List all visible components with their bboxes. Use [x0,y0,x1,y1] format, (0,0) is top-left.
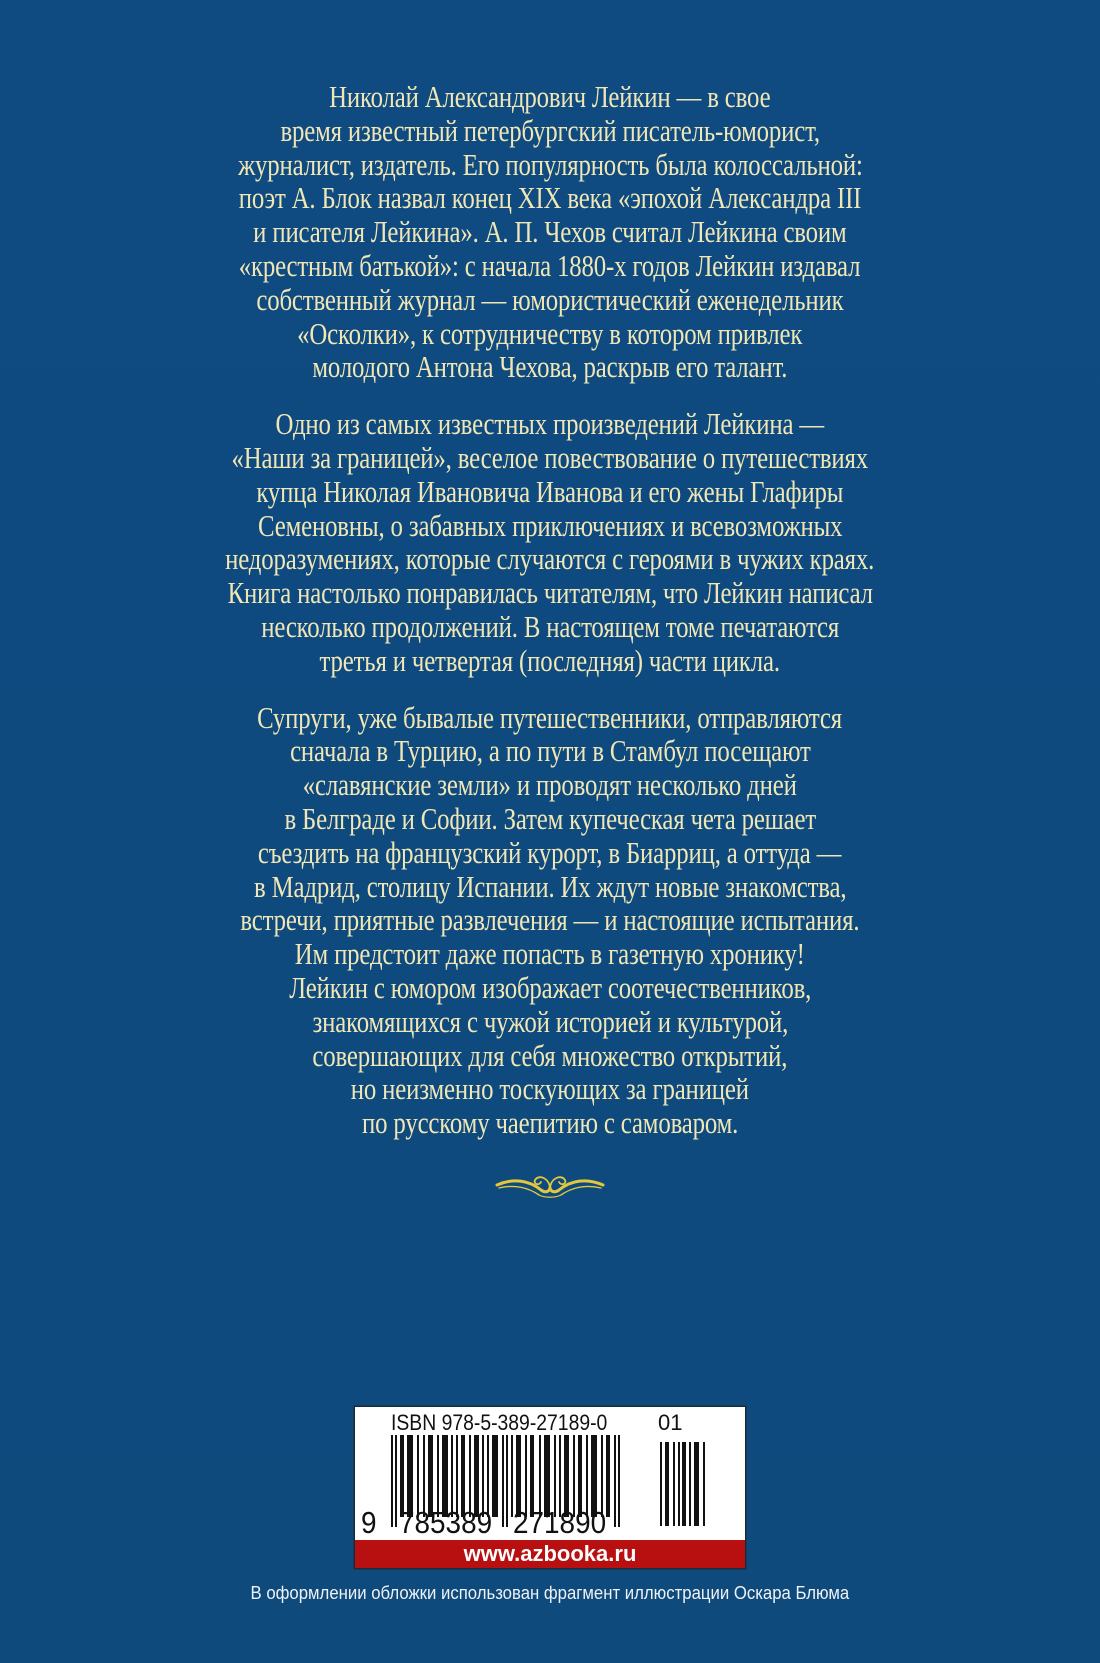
text-line-content: поэт А. Блок назвал конец XIX века «эпохой Александра III [238,180,862,216]
isbn-barcode [355,1407,745,1568]
blurb-text [0,80,1100,1163]
text-line-content: журналист, издатель. Его популярность была колоссальной: [237,146,863,182]
blurb-paragraph-3 [0,701,1100,1140]
text-line-content: съездить на французский курорт, в Биарриц, а оттуда — [258,834,842,870]
text-line-content: время известный петербургский писатель-юморист, [280,112,820,148]
text-line [0,701,1100,735]
text-line [0,1072,1100,1106]
text-line-content: «Осколки», к сотрудничеству в котором привлек [297,315,803,351]
text-line-content: молодого Антона Чехова, раскрыв его талант. [312,349,788,385]
text-line-content: Лейкин с юмором изображает соотечественников, [289,969,811,1005]
text-line [0,475,1100,509]
text-line [0,836,1100,870]
text-line-content: «Наши за границей», веселое повествование о путешествиях [231,439,869,475]
text-line-content: третья и четвертая (последняя) части цикла. [319,642,781,678]
text-line-content: Семеновны, о забавных приключениях и всевозможных [257,507,843,543]
text-line [0,734,1100,768]
text-line [0,283,1100,317]
text-line-content: и писателя Лейкина». А. П. Чехов считал Лейкина своим [253,214,847,250]
text-line-content: Книга настолько понравилась читателям, что Лейкин написал [227,575,873,611]
text-line [0,215,1100,249]
barcode-digit-group-1: 785389 [399,1505,493,1540]
flourish-ornament-icon [495,1168,605,1200]
text-line [0,802,1100,836]
text-line-content: Николай Александрович Лейкин — в свое [329,79,771,114]
illustration-credit-text: В оформлении обложки использован фрагмент иллюстрации Оскара Блюма [250,1583,850,1603]
text-line [0,148,1100,182]
text-line-content: «славянские земли» и проводят несколько дней [303,767,797,803]
text-line [0,542,1100,576]
text-line [0,610,1100,644]
text-line-content: недоразумениях, которые случаются с героями в чужих краях. [225,541,875,577]
text-line [0,768,1100,802]
text-line-content: в Мадрид, столицу Испании. Их ждут новые знакомства, [253,868,847,904]
blurb-paragraph-1 [0,80,1100,384]
text-line [0,1005,1100,1039]
text-line [0,114,1100,148]
text-line [0,937,1100,971]
text-line [0,644,1100,678]
text-line-content: совершающих для себя множество открытий, [312,1037,788,1073]
blurb-paragraph-2 [0,407,1100,677]
text-line [0,441,1100,475]
publisher-website: www.azbooka.ru [355,1540,745,1568]
text-line-content: Супруги, уже бывалые путешественники, отправляются [257,699,843,735]
text-line-content: в Белграде и Софии. Затем купеческая чета решает [284,800,816,836]
text-line-content: купца Николая Ивановича Иванова и его жены Глафиры [256,473,844,509]
barcode-digit-first: 9 [361,1505,377,1540]
text-line [0,181,1100,215]
text-line [0,80,1100,114]
text-line-content: по русскому чаепитию с самоваром. [361,1105,739,1141]
text-line-content: Одно из самых известных произведений Лейкина — [275,406,825,442]
text-line [0,576,1100,610]
text-line-content: сначала в Турцию, а по пути в Стамбул посещают [289,733,811,769]
text-line-content: но неизменно тоскующих за границей [350,1071,750,1107]
text-line [0,509,1100,543]
text-line-content: знакомящихся с чужой историей и культурой, [312,1003,788,1039]
text-line [0,1039,1100,1073]
text-line [0,1106,1100,1140]
text-line-content: несколько продолжений. В настоящем томе печатаются [261,608,839,644]
text-line-content: собственный журнал — юмористический еженедельник [256,281,844,317]
text-line [0,350,1100,384]
illustration-credit [0,1583,1100,1604]
text-line-content: встречи, приятные развлечения — и настоящие испытания. [240,902,860,938]
isbn-addon-label: 01 [658,1410,683,1435]
text-line-content: Им предстоит даже попасть в газетную хронику! [294,936,805,972]
barcode-digit-group-2: 271890 [513,1505,607,1540]
text-line [0,407,1100,441]
text-line [0,317,1100,351]
text-line [0,903,1100,937]
text-line [0,249,1100,283]
text-line [0,971,1100,1005]
text-line-content: «крестным батькой»: с начала 1880-х годов Лейкин издавал [239,247,861,283]
isbn-label: ISBN 978-5-389-27189-0 [391,1410,608,1435]
text-line [0,870,1100,904]
